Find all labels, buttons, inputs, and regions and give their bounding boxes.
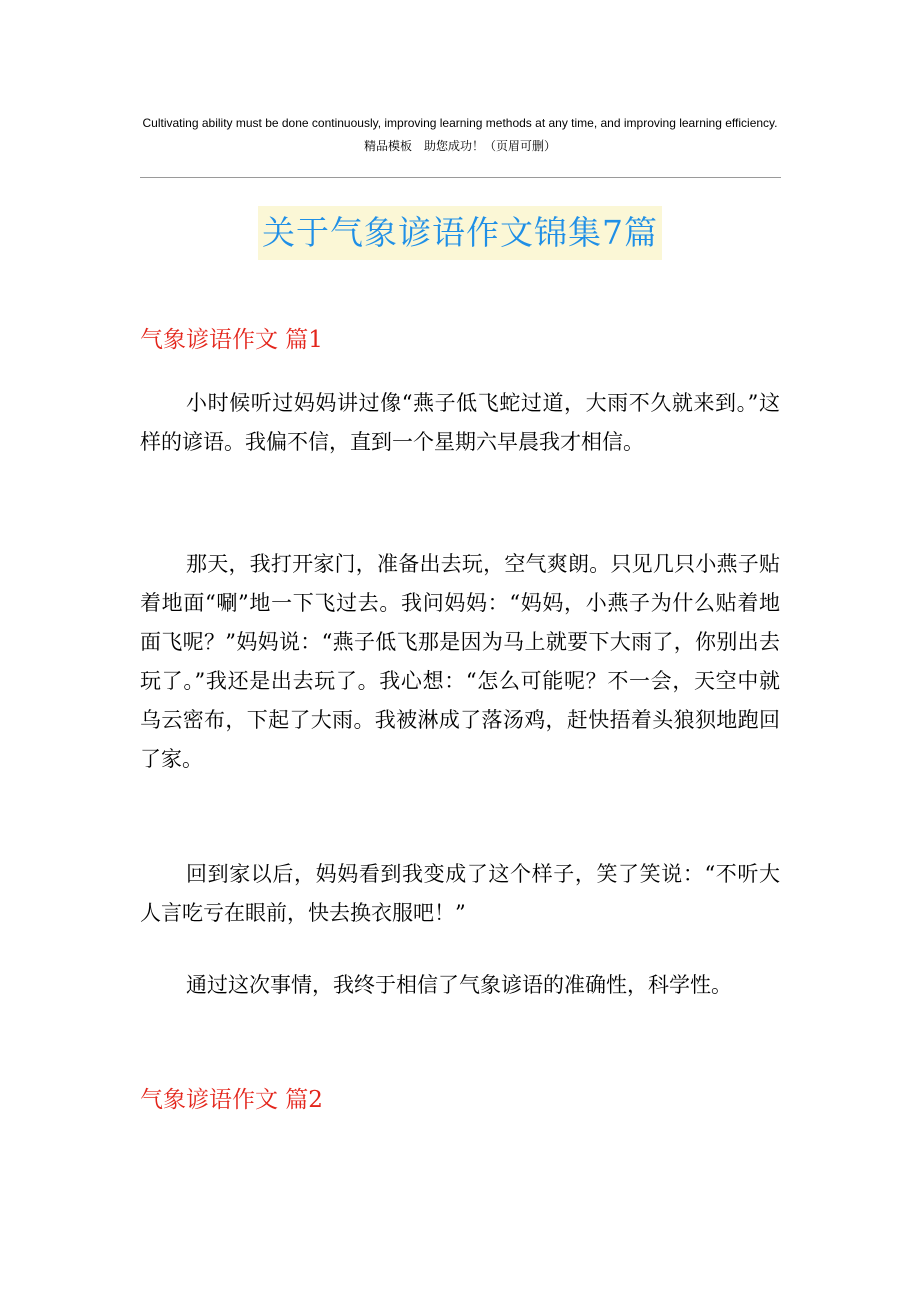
page-header-note: Cultivating ability must be done continuously, improving learning methods at any time, and improving learning efficiency.精品模板 助您成功！（页眉可删） (142, 116, 778, 153)
section-heading-1: 气象谚语作文 篇1 (140, 327, 323, 353)
document-title: 关于气象谚语作文锦集7篇 (258, 206, 662, 260)
section-heading-2: 气象谚语作文 篇2 (140, 1087, 323, 1113)
paragraph-1-4: 通过这次事情，我终于相信了气象谚语的准确性，科学性。 (186, 973, 732, 997)
paragraph-1-3: 回到家以后，妈妈看到我变成了这个样子，笑了笑说：“不听大人言吃亏在眼前，快去换衣服吧！” (140, 862, 780, 925)
paragraph-1-1: 小时候听过妈妈讲过像“燕子低飞蛇过道，大雨不久就来到。”这样的谚语。我偏不信，直到一个星期六早晨我才相信。 (140, 391, 780, 454)
paragraph-1-2: 那天，我打开家门，准备出去玩，空气爽朗。只见几只小燕子贴着地面“唰”地一下飞过去。我问妈妈：“妈妈，小燕子为什么贴着地面飞呢？”妈妈说：“燕子低飞那是因为马上就要下大雨了，你别出去玩了。”我还是出去玩了。我心想：“怎么可能呢？不一会，天空中就乌云密布，下起了大雨。我被淋成了落汤鸡，赶快捂着头狼狈地跑回了家。 (140, 552, 780, 771)
header-divider (140, 177, 781, 178)
title-container (0, 206, 920, 260)
